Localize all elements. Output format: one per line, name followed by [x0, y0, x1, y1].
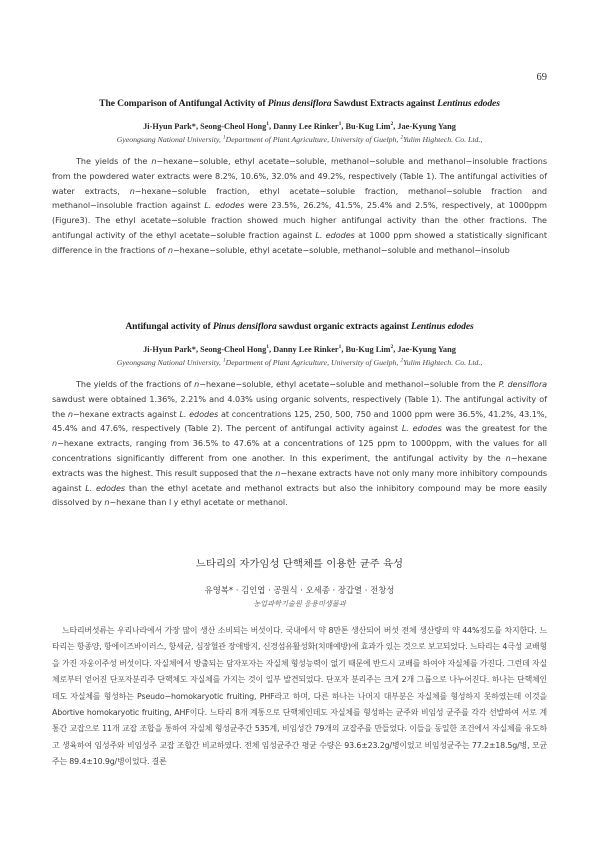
author-list: Ji-Hyun Park*, Seong-Cheol Hong$^1$, Danny Lee Rinker$^1$, Bu-Kug Lim$^2$, Jae-Kyung Yang [143, 121, 456, 131]
abstract-section-korean [52, 555, 547, 771]
abstract-section-2 [52, 321, 547, 510]
affiliation: Gyeongsang National University, $^1$Department of Plant Agriculture, University of Guelph, $^2$Yulim Hightech. Co. Ltd., [116, 357, 483, 367]
abstract-body: The yields of the fractions of n−hexane−soluble, ethyl acetate−soluble and methanol−soluble from the P. densiflora sawdust were obtained 1.36%, 2.21% and 4.03% using organic solvents, respectively (Table 1). The antifungal activity of the n−hexane extracts against L. edodes at concentrations 125, 250, 500, 750 and 1000 ppm were 36.5%, 41.2%, 43.1%, 45.4% and 47.6%, respectively (Table 2). The percent of antifungal activity against L. edodes was the greatest for the n−hexane extracts, ranging from 36.5% to 47.6% at a concentrations of 125 ppm to 1000ppm, with the values for all concentrations significantly different from one another. In this experiment, the antifungal activity by the n−hexane extracts was the highest. This result supposed that the n−hexane extracts have not only many more inhibitory compounds against L. edodes than the ethyl acetate and methanol extracts but also the inhibitory compound may be more easily dissolved by n−hexane than l y ethyl acetate or methanol. [52, 379, 548, 508]
affiliation-korean: 농업과학기술원 응용미생물과 [253, 599, 346, 608]
abstract-body: The yields of the n−hexane−soluble, ethyl acetate−soluble, methanol−soluble and methanol−insoluble fractions from the powdered water extracts were 8.2%, 10.6%, 32.0% and 49.2%, respectively (Table 1). The antifungal activities of water extracts, n−hexane−soluble fraction, ethyl acetate−soluble fraction, methanol−soluble fraction and methanol−insoluble fraction against L. edodes were 23.5%, 26.2%, 41.5%, 25.4% and 2.5%, respectively, at 1000ppm (Figure3). The ethyl acetate−soluble fraction showed much higher antifungal activity than the other fractions. The antifungal activity of the ethyl acetate−soluble fraction against L. edodes at 1000 ppm showed a statistically significant difference in the fractions of n−hexane−soluble, ethyl acetate−soluble, methanol−soluble and methanol−insolub [52, 156, 547, 255]
abstract-body-korean: 느타리버섯류는 우리나라에서 가장 많이 생산 소비되는 버섯이다. 국내에서 약 8만톤 생산되어 버섯 전체 생산량의 약 44%정도를 차지한다. 느타리는 항종양, 항에이즈바이러스, 항세균, 심장혈관 장애방지, 신경섬유활성화(치매예방)에 효과가 있는 것으로 보고되었다. 느타리는 4극성 교배형을 가진 자웅이주성 버섯이다. 자실체에서 방출되는 담자포자는 자실체 형성능력이 없기 때문에 반드시 교배를 하여야 자실체를 가진다. 그런데 자실체로부터 얻어진 단포자분리주 단핵체도 자실체를 가지는 것이 일부 발견되었다. 단포자 분리주는 크게 2개 그룹으로 나누어진다. 하나는 단핵체인데도 자실체를 형성하는 Pseudo−homokaryotic fruiting, PHF라고 하며, 다른 하나는 나머지 대부분은 자실체를 형성하지 못하였는데 이것을 Abortive homokaryotic fruiting, AHF이다. 느타리 8개 계통으로 단핵체인데도 자실체를 형성하는 균주와 비임성 균주를 각각 선발하여 서로 계통간 교잡으로 11개 교잡 조합을 통하여 자실체 형성균주간 535계, 비임성간 79개의 교잡주를 만들었다. 이들을 동일한 조건에서 자실체를 유도하고 생육하여 임성주와 비임성주 교잡 조합간 비교하였다. 전체 임성균주간 평균 수량은 93.6±23.2g/병이었고 비임성균주는 77.2±18.5g/병, 모균주는 89.4±10.9g/병이었다. 결론 [52, 626, 547, 767]
author-list-korean: 유영복* · 김인엽 · 공원식 · 오세종 · 장갑열 · 전창성 [204, 585, 395, 595]
paper-title: Antifungal activity of Pinus densiflora sawdust organic extracts against Lentinus edodes [125, 321, 474, 332]
author-list: Ji-Hyun Park*, Seong-Cheol Hong$^1$, Danny Lee Rinker$^1$, Bu-Kug Lim$^2$, Jae-Kyung Yang [143, 344, 456, 354]
page-number: 69 [536, 72, 547, 83]
paper-title: The Comparison of Antifungal Activity of Pinus densiflora Sawdust Extracts against Lentinus edodes [99, 98, 500, 109]
affiliation: Gyeongsang National University, $^1$Department of Plant Agriculture, University of Guelph, $^2$Yulim Hightech. Co. Ltd., [116, 134, 483, 144]
abstract-section-1 [52, 98, 547, 258]
paper-title-korean: 느타리의 자가임성 단핵체를 이용한 균주 육성 [195, 558, 404, 570]
